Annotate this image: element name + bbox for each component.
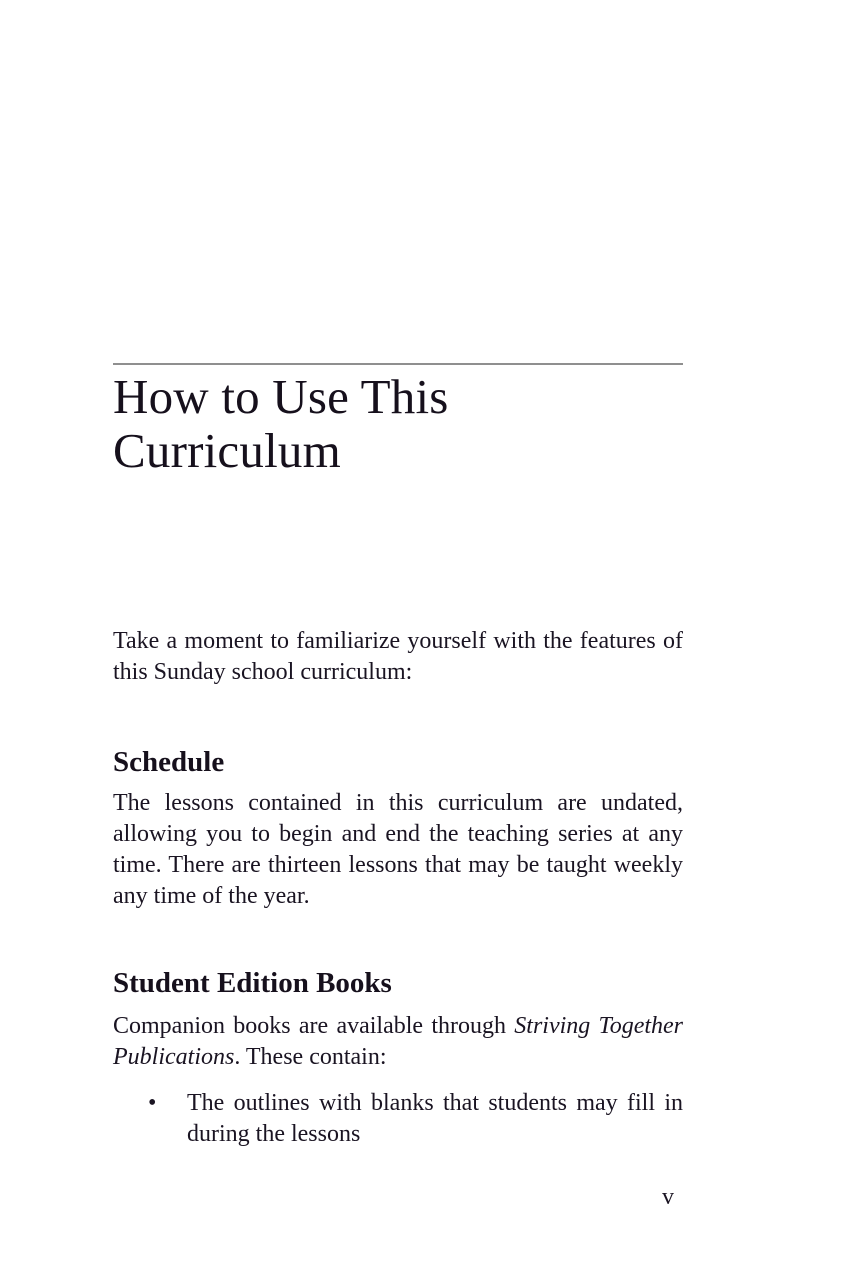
section-paragraph-student-edition-books xyxy=(113,1011,683,1073)
section-paragraph-schedule: The lessons contained in this curriculum are undated, allowing you to begin and end the teaching series at any time. There are thirteen lessons that may be taught weekly any time of the year. xyxy=(113,790,683,909)
bullet-icon: • xyxy=(148,1090,157,1116)
bullet-text: The outlines with blanks that students may fill in during the lessons xyxy=(187,1090,683,1147)
page-number: v xyxy=(662,1184,674,1210)
bullet-list xyxy=(113,1088,683,1150)
section-heading-schedule: Schedule xyxy=(113,746,225,778)
chapter-intro-paragraph: Take a moment to familiarize yourself with the features of this Sunday school curriculum: xyxy=(113,628,683,685)
paragraph-text-before-italic: Companion books are available through xyxy=(113,1013,515,1039)
paragraph-text-after-italic: . These contain: xyxy=(234,1044,387,1070)
section-heading-student-edition-books: Student Edition Books xyxy=(113,967,392,999)
list-item xyxy=(113,1088,683,1150)
publisher-name-italic: Striving Together Publications xyxy=(113,1013,684,1070)
chapter-title: How to Use This Curriculum xyxy=(113,369,449,478)
chapter-divider-rule xyxy=(113,363,683,365)
